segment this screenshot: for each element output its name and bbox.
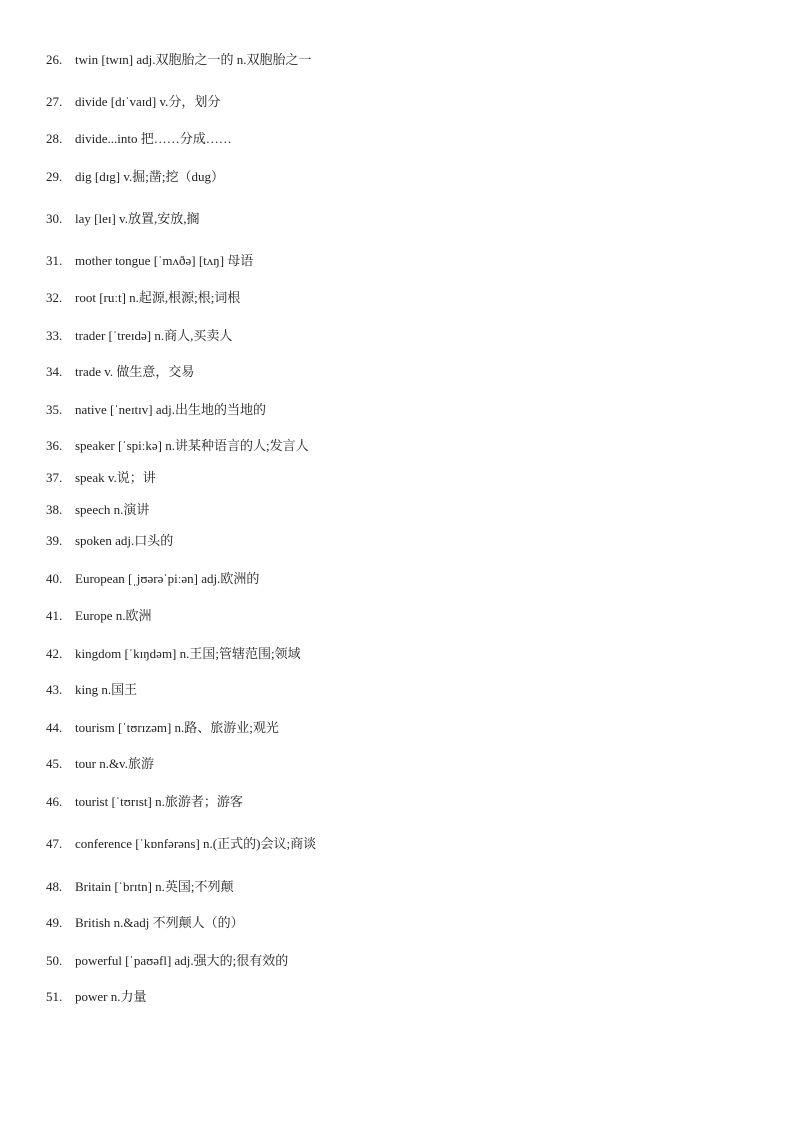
entry-number: 35. [46, 402, 63, 417]
entry-number: 50. [46, 953, 63, 968]
vocab-entry [0, 912, 794, 934]
entry-number: 39. [46, 533, 63, 548]
entry-number: 42. [46, 646, 63, 661]
entry-text: dig [dɪg] v.掘;凿;挖（dug） [75, 169, 225, 184]
entry-number: 40. [46, 571, 63, 586]
vocab-entry [0, 679, 794, 701]
entry-text: trade v. 做生意，交易 [75, 364, 195, 379]
vocab-entry [0, 833, 794, 855]
vocab-entry [0, 250, 794, 272]
entry-text: kingdom [ˈkɪŋdəm] n.王国;管辖范围;领域 [75, 646, 301, 661]
entry-number: 32. [46, 290, 63, 305]
entry-number: 41. [46, 608, 63, 623]
vocab-entry [0, 325, 794, 347]
vocab-entry [0, 568, 794, 590]
entry-number: 47. [46, 836, 63, 851]
entry-number: 29. [46, 169, 63, 184]
vocab-entry [0, 643, 794, 665]
entry-text: speech n.演讲 [75, 502, 150, 517]
vocab-entry [0, 128, 794, 150]
entry-text: powerful [ˈpaʊəfl] adj.强大的;很有效的 [75, 953, 289, 968]
vocab-entry [0, 435, 794, 457]
entry-text: root [ruːt] n.起源,根源;根;词根 [75, 290, 241, 305]
entry-number: 27. [46, 94, 63, 109]
entry-text: British n.&adj 不列颠人（的） [75, 915, 244, 930]
vocab-entry [0, 876, 794, 898]
vocab-entry [0, 530, 794, 552]
entry-text: conference [ˈkɒnfərəns] n.(正式的)会议;商谈 [75, 836, 317, 851]
entry-text: power n.力量 [75, 989, 147, 1004]
entry-number: 26. [46, 52, 63, 67]
entry-text: Europe n.欧洲 [75, 608, 152, 623]
entry-text: lay [leɪ] v.放置,安放,搁 [75, 211, 200, 226]
entry-number: 36. [46, 438, 63, 453]
vocab-entry [0, 467, 794, 489]
entry-number: 28. [46, 131, 63, 146]
vocab-entry [0, 791, 794, 813]
entry-number: 43. [46, 682, 63, 697]
entry-number: 51. [46, 989, 63, 1004]
entry-text: king n.国王 [75, 682, 138, 697]
vocab-entry [0, 208, 794, 230]
entry-number: 30. [46, 211, 63, 226]
entry-text: tourism [ˈtʊrɪzəm] n.路、旅游业;观光 [75, 720, 279, 735]
entry-text: divide [dɪˈvaɪd] v.分，划分 [75, 94, 221, 109]
vocab-entry [0, 717, 794, 739]
vocab-entry [0, 753, 794, 775]
vocab-entry [0, 499, 794, 521]
entry-number: 34. [46, 364, 63, 379]
entry-text: divide...into 把……分成…… [75, 131, 232, 146]
vocab-entry [0, 950, 794, 972]
entry-text: speak v.说；讲 [75, 470, 156, 485]
entry-number: 48. [46, 879, 63, 894]
vocab-entry [0, 605, 794, 627]
entry-number: 33. [46, 328, 63, 343]
entry-text: spoken adj.口头的 [75, 533, 174, 548]
entry-text: mother tongue [ˈmʌðə] [tʌŋ] 母语 [75, 253, 254, 268]
entry-number: 46. [46, 794, 63, 809]
vocab-entry [0, 986, 794, 1008]
entry-number: 45. [46, 756, 63, 771]
entry-number: 37. [46, 470, 63, 485]
vocab-entry [0, 399, 794, 421]
entry-text: tourist [ˈtʊrɪst] n.旅游者；游客 [75, 794, 243, 809]
vocab-entry [0, 361, 794, 383]
entry-text: European [ˌjʊərəˈpiːən] adj.欧洲的 [75, 571, 260, 586]
entry-text: twin [twɪn] adj.双胞胎之一的 n.双胞胎之一 [75, 52, 312, 67]
entry-text: Britain [ˈbrɪtn] n.英国;不列颠 [75, 879, 234, 894]
vocab-entry [0, 166, 794, 188]
entry-number: 49. [46, 915, 63, 930]
entry-text: trader [ˈtreɪdə] n.商人,买卖人 [75, 328, 233, 343]
vocab-entry [0, 91, 794, 113]
entry-number: 44. [46, 720, 63, 735]
entry-number: 38. [46, 502, 63, 517]
vocab-entry [0, 287, 794, 309]
vocab-entry [0, 49, 794, 71]
entry-text: native [ˈneɪtɪv] adj.出生地的当地的 [75, 402, 266, 417]
entry-text: tour n.&v.旅游 [75, 756, 154, 771]
entry-number: 31. [46, 253, 63, 268]
entry-text: speaker [ˈspiːkə] n.讲某种语言的人;发言人 [75, 438, 309, 453]
